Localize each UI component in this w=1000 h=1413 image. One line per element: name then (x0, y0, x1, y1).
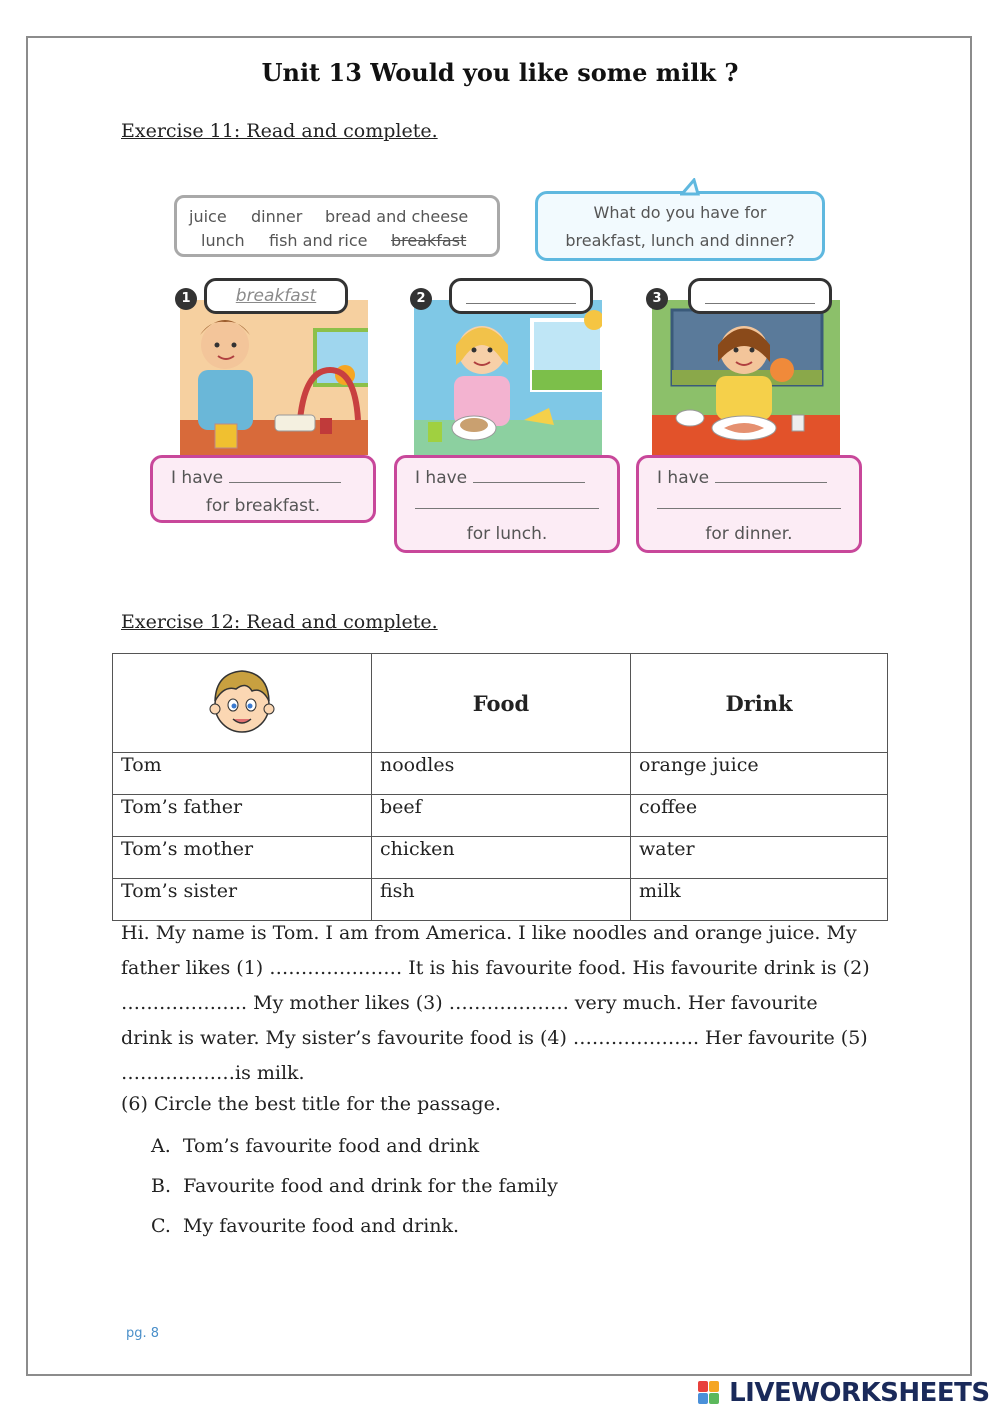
brand-name: LIVEWORKSHEETS (729, 1378, 990, 1408)
exercise-11-heading: Exercise 11: Read and complete. (121, 120, 438, 142)
option-text: My favourite food and drink. (183, 1215, 460, 1237)
word: lunch (201, 231, 245, 250)
answer-bubble (204, 278, 348, 314)
panel-number: 3 (646, 288, 668, 310)
question-line: breakfast, lunch and dinner? (565, 231, 795, 250)
logo-tiles-icon (698, 1381, 720, 1405)
answer-bubble[interactable] (688, 278, 832, 314)
liveworksheets-logo[interactable] (698, 1378, 990, 1408)
word: bread and cheese (325, 207, 469, 226)
question-line: What do you have for (593, 203, 767, 222)
table-cell: beef (372, 795, 631, 837)
panel-number: 1 (175, 288, 197, 310)
table-cell: milk (631, 879, 888, 921)
dinner-scene-illustration (652, 300, 840, 455)
question-bubble (535, 191, 825, 261)
table-cell: chicken (372, 837, 631, 879)
table-cell: Tom’s mother (113, 837, 372, 879)
answer-bubble[interactable] (449, 278, 593, 314)
sentence-end: for breakfast. (205, 496, 321, 516)
sentence-end: for dinner. (705, 524, 793, 544)
boy-face-icon (202, 661, 282, 741)
table-cell: Tom’s father (113, 795, 372, 837)
option-a[interactable] (151, 1135, 479, 1157)
blank-line (229, 468, 341, 483)
blank-line[interactable] (473, 468, 585, 483)
option-c[interactable] (151, 1215, 459, 1237)
word: dinner (251, 207, 303, 226)
table-cell: orange juice (631, 753, 888, 795)
word: juice (189, 207, 227, 226)
table-cell: water (631, 837, 888, 879)
table-row (113, 879, 888, 921)
passage-line: ………………is milk. (121, 1062, 305, 1084)
passage-line: ……………….. My mother likes (3) ………………. very much. Her favourite (121, 992, 818, 1014)
sentence-bubble (636, 455, 862, 553)
table-cell: noodles (372, 753, 631, 795)
sentence-start: I have (657, 468, 710, 488)
option-letter: A. (151, 1135, 171, 1157)
header-food: Food (372, 654, 631, 753)
food-drink-table (112, 653, 888, 921)
table-row (113, 837, 888, 879)
sentence-start: I have (171, 468, 224, 488)
answer-text[interactable] (705, 281, 815, 304)
question-6: (6) Circle the best title for the passage. (121, 1093, 501, 1115)
header-drink: Drink (631, 654, 888, 753)
reading-passage (121, 916, 881, 1091)
word: fish and rice (269, 231, 368, 250)
boy-face-cell (113, 654, 372, 753)
option-text: Tom’s favourite food and drink (182, 1135, 480, 1157)
passage-line: Hi. My name is Tom. I am from America. I like noodles and orange juice. My (121, 922, 857, 944)
option-letter: B. (151, 1175, 172, 1197)
word-used: breakfast (391, 231, 467, 250)
sentence-bubble (150, 455, 376, 523)
sentence-bubble (394, 455, 620, 553)
table-row (113, 753, 888, 795)
table-cell: coffee (631, 795, 888, 837)
blank-line[interactable] (715, 468, 827, 483)
exercise-12-heading: Exercise 12: Read and complete. (121, 611, 438, 633)
table-row (113, 795, 888, 837)
passage-line: father likes (1) ………………… It is his favourite food. His favourite drink is (2) (121, 957, 870, 979)
sentence-start: I have (415, 468, 468, 488)
page-number: pg. 8 (126, 1326, 160, 1341)
blank-line[interactable] (657, 508, 841, 509)
breakfast-scene-illustration (180, 300, 368, 455)
table-cell: fish (372, 879, 631, 921)
page-title: Unit 13 Would you like some milk ? (261, 58, 739, 87)
answer-text[interactable] (466, 281, 576, 304)
lunch-scene-illustration (414, 300, 602, 455)
word-box (174, 195, 500, 257)
table-cell: Tom (113, 753, 372, 795)
answer-text: breakfast (235, 286, 317, 306)
option-text: Favourite food and drink for the family (183, 1175, 558, 1197)
question-bubble-tail (680, 178, 704, 196)
table-cell: Tom’s sister (113, 879, 372, 921)
option-letter: C. (151, 1215, 171, 1237)
passage-line: drink is water. My sister’s favourite food is (4) ……………….. Her favourite (5) (121, 1027, 868, 1049)
blank-line[interactable] (415, 508, 599, 509)
panel-number: 2 (410, 288, 432, 310)
table-header-row (113, 654, 888, 753)
sentence-end: for lunch. (466, 524, 548, 544)
option-b[interactable] (151, 1175, 558, 1197)
